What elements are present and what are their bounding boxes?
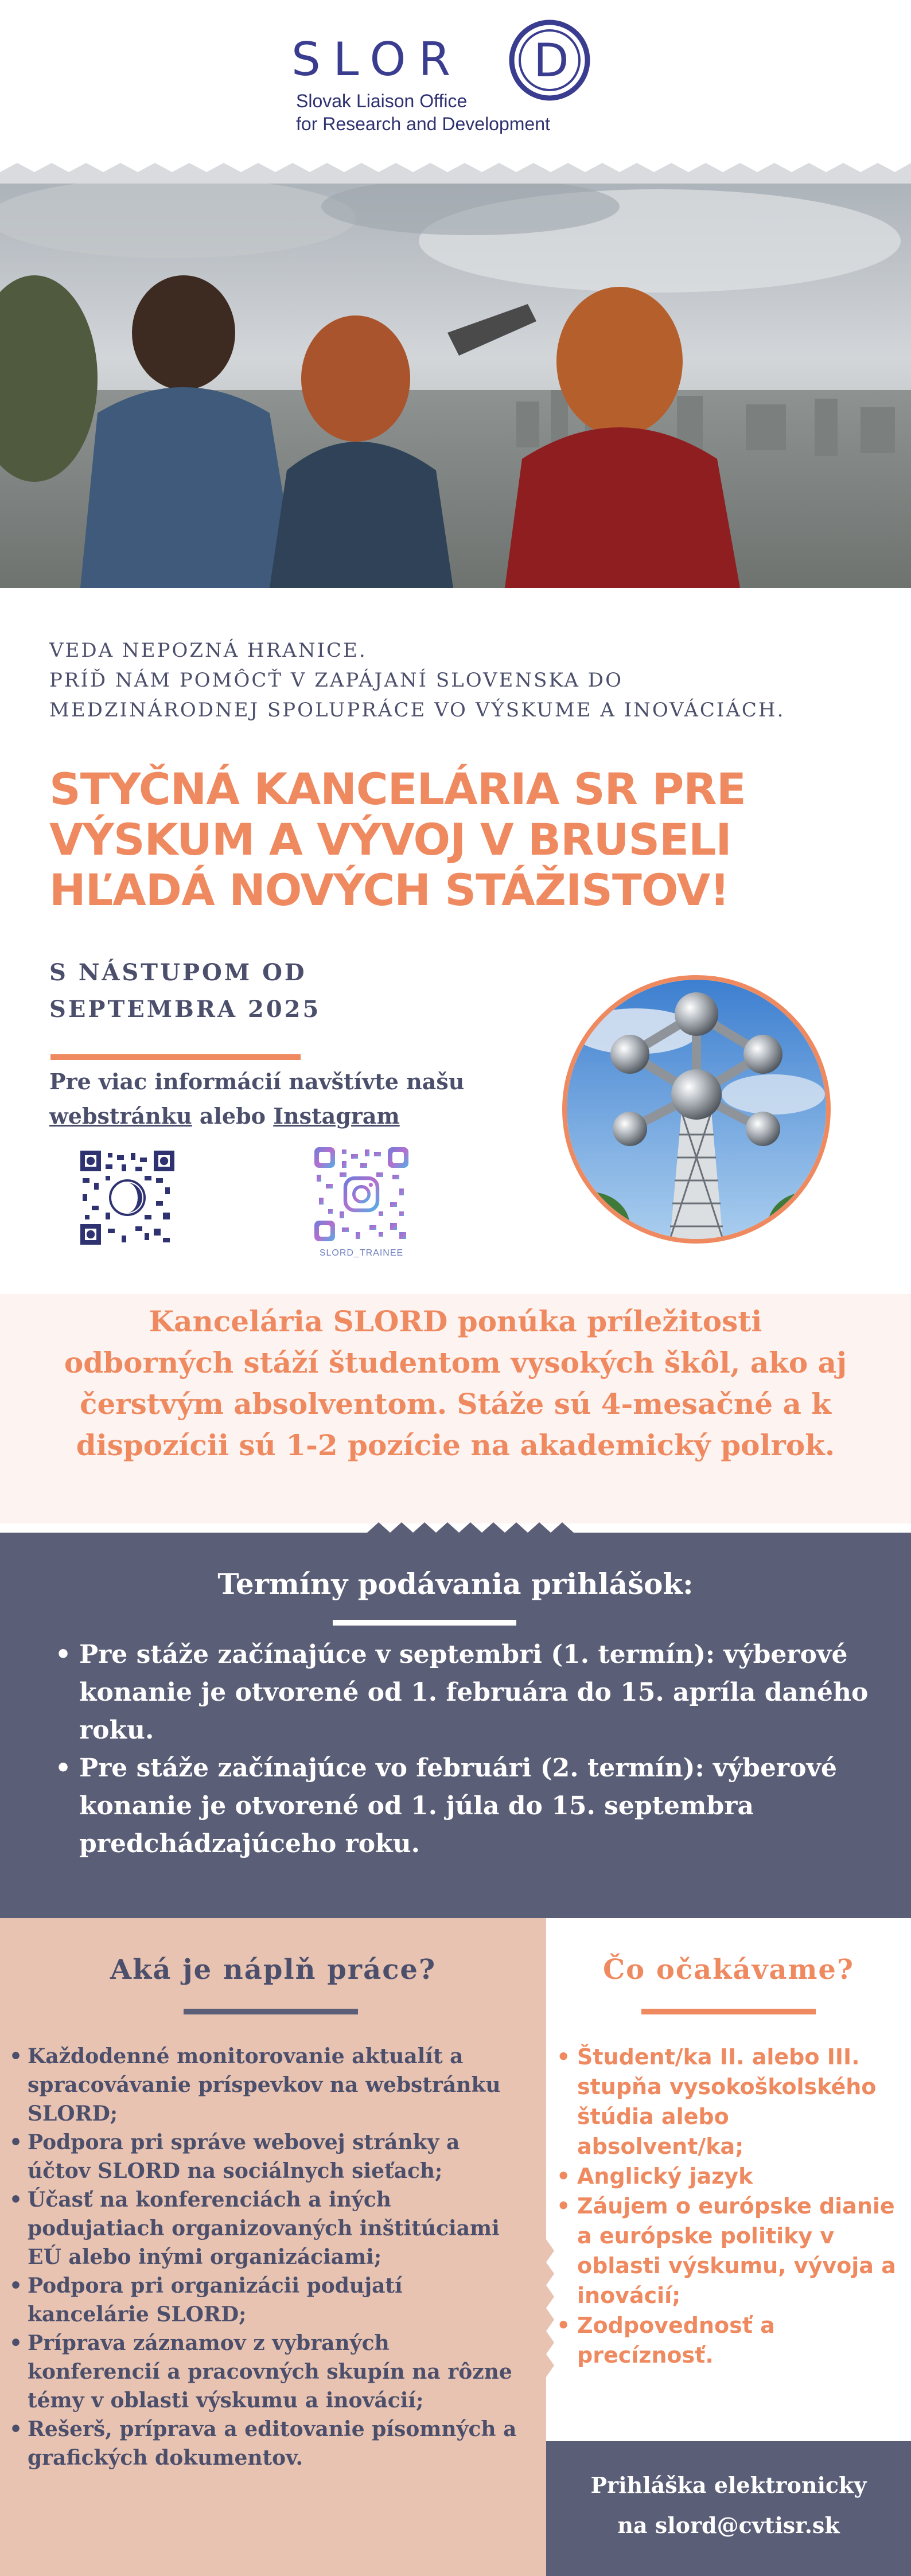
logo-d-letter: D (534, 34, 569, 87)
more-info (49, 1065, 543, 1133)
tagline-line3: MEDZINÁRODNEJ SPOLUPRÁCE VO VÝSKUME A INOVÁCIÁCH. (49, 699, 785, 722)
deadlines-title: Termíny podávania prihlášok: (217, 1567, 694, 1601)
headline (49, 764, 772, 915)
headline-line1: STYČNÁ KANCELÁRIA SR PRE (49, 763, 746, 815)
instagram-icon (345, 1178, 377, 1210)
offer-text: Kancelária SLORD ponúka príležitosti odborných stáží študentom vysokých škôl, ako aj čerstvým absolventom. Stáže sú 4-mesačné a k dispozícii sú 1-2 pozície na akademický polrok. (64, 1304, 847, 1462)
atomium-illustration (567, 980, 826, 1239)
application-label: Prihláška elektronicky (590, 2472, 867, 2498)
deadline-item: • Pre stáže začínajúce vo februári (2. termín): výberové konanie je otvorené od 1. júla do 15. septembra predchádzajúceho roku. (55, 1749, 870, 1863)
work-divider (184, 2009, 358, 2014)
start-line1: S NÁSTUPOM OD (49, 959, 307, 986)
tagline-line2: PRÍĎ NÁM POMÔCŤ V ZAPÁJANÍ SLOVENSKA DO (49, 669, 623, 692)
work-item: • Podpora pri správe webovej stránky a účtov SLORD na sociálnych sieťach; (9, 2128, 525, 2185)
website-qr-code[interactable] (80, 1151, 174, 1245)
expectation-item: • Záujem o európske dianie a európske politiky v oblasti výskumu, vývoja a inovácií; (556, 2191, 901, 2310)
expectation-item: • Študent/ka II. alebo III. stupňa vysokoškolského štúdia alebo absolvent/ka; (556, 2042, 901, 2161)
expectation-item: • Anglický jazyk (556, 2161, 901, 2191)
work-item: • Podpora pri organizácii podujatí kancelárie SLORD; (9, 2271, 525, 2329)
application-email-link[interactable]: na slord@cvtisr.sk (617, 2512, 840, 2538)
start-date (49, 954, 451, 1028)
work-list (9, 2042, 525, 2472)
tagline-line1: VEDA NEPOZNÁ HRANICE. (49, 639, 367, 662)
tagline (49, 636, 864, 725)
work-item: • Každodenné monitorovanie aktualít a spracovávanie príspevkov na webstránku SLORD; (9, 2042, 525, 2128)
deadlines-list (55, 1636, 870, 1863)
expectations-divider (641, 2009, 816, 2014)
deadlines-divider (333, 1620, 516, 1626)
application-box (546, 2441, 911, 2576)
atomium-photo (562, 975, 831, 1244)
orange-divider (50, 1054, 301, 1060)
zigzag-divider-middle (0, 1514, 911, 1537)
headline-line3: HĽADÁ NOVÝCH STÁŽISTOV! (49, 864, 729, 915)
work-item: • Účasť na konferenciách a iných podujatiach organizovaných inštitúciami EÚ alebo inými organizáciami; (9, 2185, 525, 2271)
work-item: • Rešerš, príprava a editovanie písomných a grafických dokumentov. (9, 2415, 525, 2472)
website-link[interactable]: webstránku (49, 1103, 192, 1129)
logo-wordmark: SLOR (291, 33, 464, 86)
start-line2: SEPTEMBRA 2025 (49, 996, 321, 1023)
hero-photo (0, 172, 911, 588)
instagram-link[interactable]: Instagram (273, 1103, 400, 1129)
headline-line2: VÝSKUM A VÝVOJ V BRUSELI (49, 814, 731, 865)
expectations-list (556, 2042, 901, 2370)
expectation-item: • Zodpovednosť a precíznosť. (556, 2310, 901, 2370)
logo-subtitle-line1: Slovak Liaison Office (296, 91, 468, 111)
hero-illustration (0, 172, 911, 588)
work-title: Aká je náplň práce? (110, 1954, 437, 1986)
work-item: • Príprava záznamov z vybraných konferencií a pracovných skupín na rôzne témy v oblasti výskumu a inovácií; (9, 2329, 525, 2415)
zigzag-divider-top (0, 163, 911, 184)
instagram-handle: SLORD_TRAINEE (319, 1248, 404, 1258)
expectations-title: Čo očakávame? (602, 1954, 855, 1986)
logo-subtitle-line2: for Research and Development (296, 114, 550, 134)
link-connector: alebo (199, 1103, 266, 1129)
deadline-item: • Pre stáže začínajúce v septembri (1. termín): výberové konanie je otvorené od 1. februára do 15. apríla daného roku. (55, 1636, 870, 1749)
info-text: Pre viac informácií navštívte našu (49, 1069, 465, 1094)
instagram-qr-code[interactable] (314, 1147, 408, 1241)
slord-logo (291, 17, 590, 149)
